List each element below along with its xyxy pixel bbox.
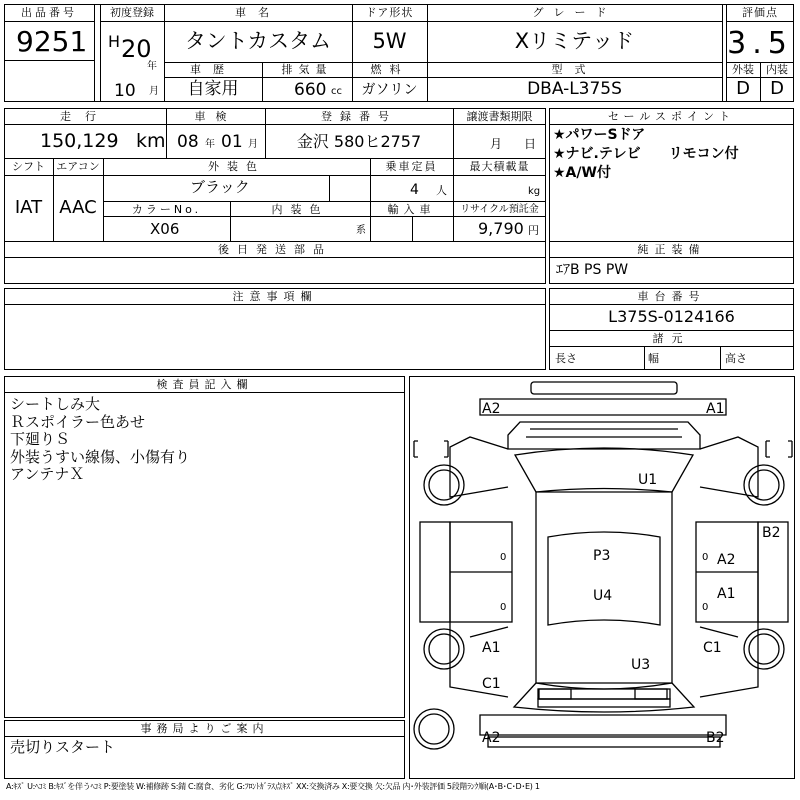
displacement: 660 bbox=[294, 80, 327, 100]
import-label: 輸入車 bbox=[387, 203, 436, 216]
inspector-label: 検査員記入欄 bbox=[156, 378, 253, 391]
inspector-line: 下廻りＳ bbox=[10, 430, 71, 448]
int-score-label: 内装 bbox=[766, 63, 788, 76]
fuel-label: 燃料 bbox=[370, 63, 409, 76]
ext-score-label: 外装 bbox=[732, 63, 754, 76]
first-reg-month: 10 bbox=[114, 81, 136, 101]
recycle-unit: 円 bbox=[528, 224, 539, 237]
door: 5W bbox=[372, 29, 407, 53]
inspector-line: アンテナＸ bbox=[10, 465, 85, 483]
sales-label: セールスポイント bbox=[607, 110, 735, 123]
insp-year: 08 bbox=[177, 132, 199, 152]
color-no-label: カラーNo. bbox=[131, 203, 202, 216]
damage-mark: A2 bbox=[717, 552, 736, 568]
insp-month-unit: 月 bbox=[248, 139, 258, 150]
office-message: 売切りスタート bbox=[10, 738, 116, 756]
load-unit: kg bbox=[528, 186, 541, 197]
inspector-line: 外装うすい線傷、小傷有り bbox=[10, 447, 191, 466]
transfer-label: 譲渡書類期限 bbox=[466, 110, 533, 123]
damage-mark: P3 bbox=[593, 548, 611, 564]
ac-label: エアコン bbox=[56, 160, 100, 173]
chassis-label: 車台番号 bbox=[637, 290, 706, 303]
damage-mark: C1 bbox=[482, 676, 501, 692]
damage-diagram bbox=[409, 376, 795, 779]
mileage-unit: km bbox=[136, 130, 166, 152]
month-unit: 月 bbox=[149, 86, 159, 97]
inspector-notes bbox=[10, 396, 190, 484]
score-label: 評価点 bbox=[742, 6, 778, 19]
damage-mark: U1 bbox=[638, 472, 658, 488]
recycle: 9,790 bbox=[478, 219, 524, 238]
mileage-label: 走行 bbox=[60, 110, 110, 123]
ac: AAC bbox=[59, 197, 97, 218]
displacement-unit: cc bbox=[331, 86, 342, 97]
insp-year-unit: 年 bbox=[205, 139, 215, 150]
history-label: 車歴 bbox=[190, 63, 236, 76]
transfer-month-unit: 月 bbox=[490, 137, 503, 151]
history: 自家用 bbox=[187, 79, 239, 99]
inspection-label: 車検 bbox=[194, 110, 237, 123]
chassis-number: L375S-0124166 bbox=[608, 307, 735, 326]
damage-mark: U3 bbox=[631, 657, 651, 673]
int-score: D bbox=[770, 78, 784, 99]
damage-mark: A2 bbox=[482, 401, 501, 417]
sales-point: ★A/W付 bbox=[553, 165, 611, 181]
capacity-label: 乗車定員 bbox=[385, 160, 438, 173]
zero-mark: 0 bbox=[702, 552, 709, 563]
lot-no-label: 出品番号 bbox=[21, 6, 77, 19]
first-reg-label: 初度登録 bbox=[110, 6, 154, 19]
plate: 金沢 580ヒ2757 bbox=[296, 132, 422, 151]
damage-mark: B2 bbox=[706, 730, 725, 746]
transfer-day-unit: 日 bbox=[524, 137, 537, 151]
zero-mark: 0 bbox=[500, 552, 507, 563]
ext-color: ブラック bbox=[190, 178, 250, 196]
car-outline-svg bbox=[410, 377, 796, 780]
inspector-line: Ｒスポイラー色あせ bbox=[10, 412, 146, 431]
era: H bbox=[108, 32, 121, 51]
zero-mark: 0 bbox=[500, 602, 507, 613]
car-name-label: 車名 bbox=[235, 6, 281, 19]
int-color-label: 内装色 bbox=[271, 203, 329, 216]
recycle-label: リサイクル預託金 bbox=[460, 204, 539, 215]
door-label: ドア形状 bbox=[365, 6, 414, 19]
damage-mark: A1 bbox=[482, 640, 501, 656]
length-label: 長さ bbox=[555, 352, 577, 365]
int-color-unit: 系 bbox=[356, 225, 366, 236]
genuine-equipment: ｴｱB PS PW bbox=[556, 262, 629, 278]
inspector-line: シートしみ大 bbox=[10, 395, 101, 413]
legend-text: A:ｷｽﾞ U:ﾍｺﾐ B:ｷｽﾞを伴うﾍｺﾐ P:要塗装 W:補修跡 S:錆 C:腐食、劣化 G:ﾌﾛﾝﾄｶﾞﾗｽ点ｷｽﾞ XX:交換済み X:要交換 欠:欠品 内･外装評価 5段階ﾗﾝｸ順(A･B･C･D･E) 1 bbox=[6, 782, 540, 791]
plate-label: 登録番号 bbox=[321, 110, 397, 123]
grade: Xリミテッド bbox=[514, 29, 635, 53]
first-reg-year: 20 bbox=[121, 35, 152, 63]
color-no: X06 bbox=[150, 220, 180, 238]
damage-mark: A1 bbox=[717, 586, 736, 602]
damage-mark: C1 bbox=[703, 640, 722, 656]
ext-color-label: 外装色 bbox=[208, 160, 265, 173]
mileage: 150,129 bbox=[40, 130, 119, 152]
capacity: 4 bbox=[410, 182, 419, 198]
displacement-label: 排気量 bbox=[281, 63, 333, 76]
lot-no: 9251 bbox=[16, 25, 88, 58]
ext-score: D bbox=[736, 78, 750, 99]
damage-mark: U4 bbox=[593, 588, 613, 604]
shift-label: シフト bbox=[12, 160, 45, 173]
zero-mark: 0 bbox=[702, 602, 709, 613]
dims-label: 諸元 bbox=[652, 332, 691, 345]
model: DBA-L375S bbox=[527, 79, 622, 99]
damage-mark: A1 bbox=[706, 401, 725, 417]
later-parts-label: 後日発送部品 bbox=[218, 243, 332, 256]
shift: IAT bbox=[14, 197, 43, 218]
year-unit: 年 bbox=[147, 61, 157, 72]
damage-mark: B2 bbox=[762, 525, 781, 541]
genuine-label: 純正装備 bbox=[637, 243, 706, 256]
sales-points-list bbox=[553, 128, 739, 185]
height-label: 高さ bbox=[725, 352, 747, 365]
car-name: タントカスタム bbox=[184, 29, 332, 53]
sales-point: ★パワーSドア bbox=[553, 127, 646, 143]
load-label: 最大積載量 bbox=[469, 160, 530, 173]
model-label: 型式 bbox=[551, 63, 598, 76]
score: 3.5 bbox=[727, 26, 793, 61]
office-label: 事務局よりご案内 bbox=[140, 722, 269, 735]
fuel: ガソリン bbox=[361, 82, 418, 98]
sales-point: ★ナビ.テレビ リモコン付 bbox=[553, 146, 739, 162]
insp-month: 01 bbox=[221, 132, 243, 152]
damage-mark: A2 bbox=[482, 730, 501, 746]
notes-label: 注意事項欄 bbox=[232, 290, 318, 303]
capacity-unit: 人 bbox=[436, 184, 447, 197]
width-label: 幅 bbox=[648, 352, 659, 365]
grade-label: グレード bbox=[532, 6, 617, 19]
